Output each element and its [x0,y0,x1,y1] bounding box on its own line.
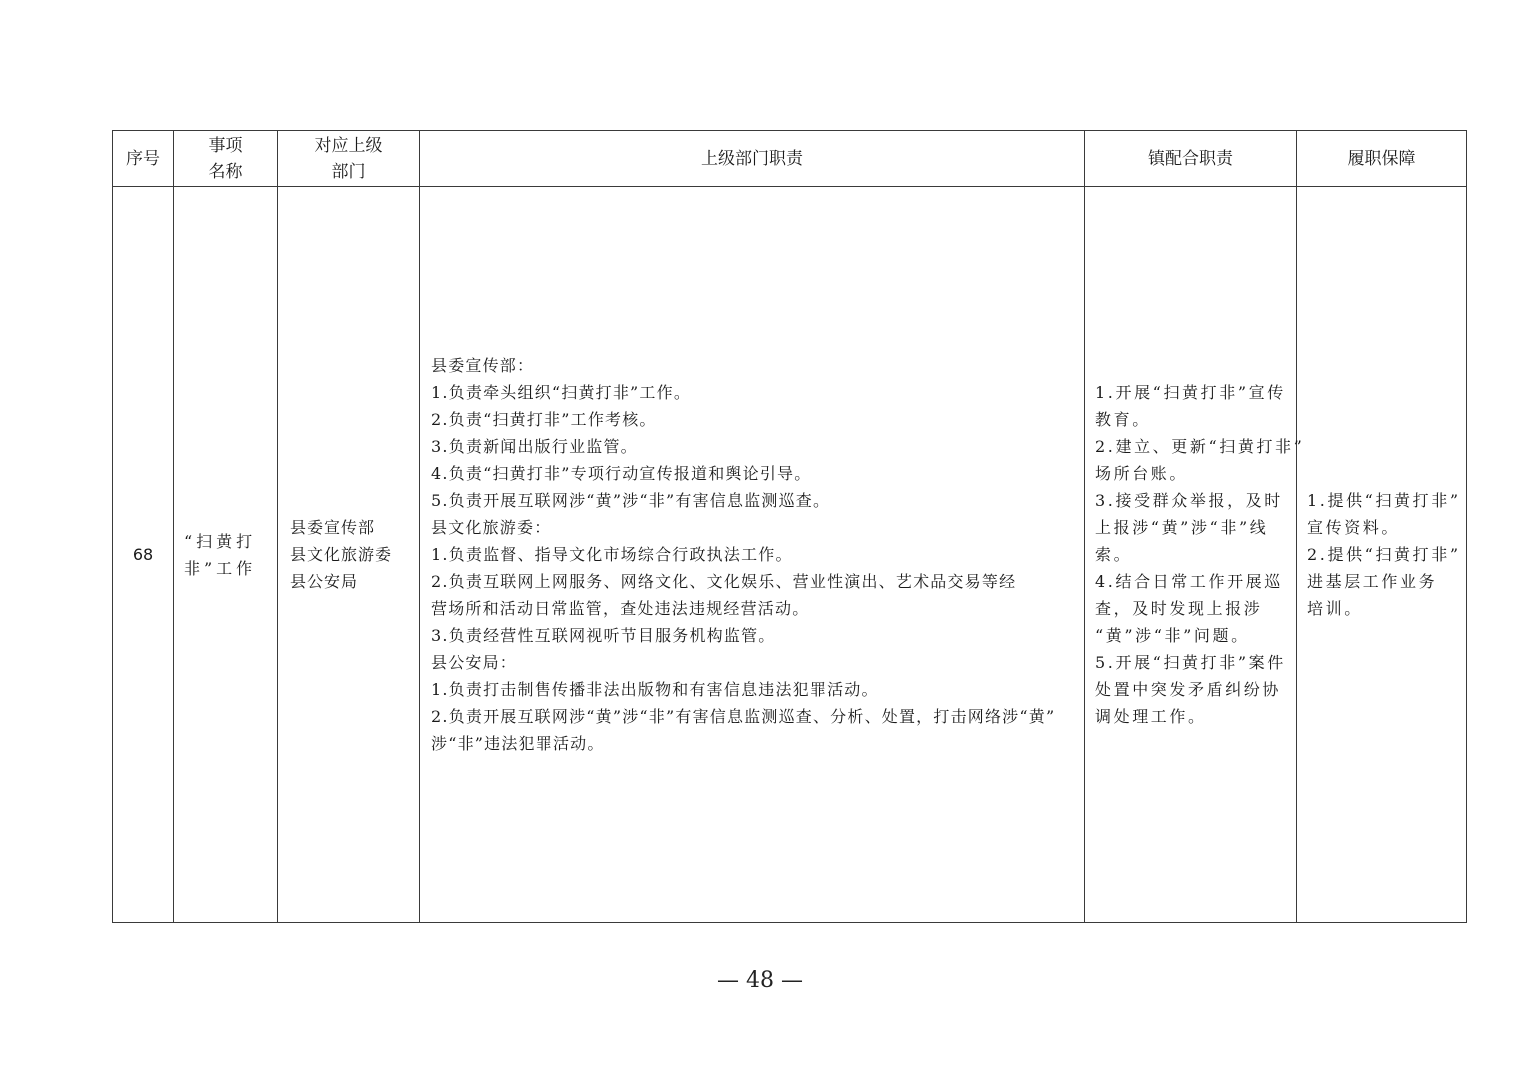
guarantee-line: 1.提供“扫黄打非” [1307,491,1461,510]
town-duty-line: 1.开展“扫黄打非”宣传 [1095,383,1286,402]
town-duty-line: 处置中突发矛盾纠纷协 [1095,680,1282,699]
guarantee-line: 培训。 [1307,599,1363,618]
header-superior-duties: 上级部门职责 [420,131,1085,187]
superior-duty-line: 4.负责“扫黄打非”专项行动宣传报道和舆论引导。 [431,464,812,483]
superior-duty-line: 2.负责“扫黄打非”工作考核。 [431,410,657,429]
superior-duty-line: 2.负责互联网上网服务、网络文化、文化娱乐、营业性演出、艺术品交易等经 [431,572,1017,591]
row-item-name [174,187,278,923]
town-duty-line: 调处理工作。 [1095,707,1207,726]
header-department [278,131,420,187]
town-duty-line: 上报涉“黄”涉“非”线 [1095,518,1269,537]
superior-duty-line: 1.负责监督、指导文化市场综合行政执法工作。 [431,545,793,564]
department-item: 县公安局 [290,572,359,591]
row-superior-duties [420,187,1085,923]
row-departments [278,187,420,923]
superior-duty-line: 1.负责牵头组织“扫黄打非”工作。 [431,383,692,402]
item-name-line2: 非”工作 [184,558,257,578]
header-row [113,131,1467,187]
header-item-name-line2: 名称 [208,161,243,182]
town-duty-line: “黄”涉“非”问题。 [1095,626,1250,645]
guarantee-line: 2.提供“扫黄打非” [1307,545,1461,564]
header-item-name [174,131,278,187]
superior-duty-line: 涉“非”违法犯罪活动。 [431,734,605,753]
header-department-line2: 部门 [331,161,366,182]
town-duty-line: 教育。 [1095,410,1151,429]
department-item: 县委宣传部 [290,518,376,537]
town-duty-line: 3.接受群众举报，及时 [1095,491,1283,510]
superior-duty-line: 3.负责新闻出版行业监管。 [431,437,638,456]
header-seq: 序号 [113,131,174,187]
row-guarantee [1297,187,1467,923]
header-guarantee: 履职保障 [1297,131,1467,187]
superior-duty-line: 5.负责开展互联网涉“黄”涉“非”有害信息监测巡查。 [431,491,831,510]
town-duty-line: 查，及时发现上报涉 [1095,599,1263,618]
superior-duty-line: 1.负责打击制售传播非法出版物和有害信息违法犯罪活动。 [431,680,879,699]
row-town-duties [1085,187,1305,923]
superior-duty-line: 营场所和活动日常监管，查处违法违规经营活动。 [431,599,810,618]
superior-duty-line: 县文化旅游委： [431,518,552,537]
town-duty-line: 场所台账。 [1095,464,1189,483]
superior-duty-line: 县公安局： [431,653,518,672]
row-seq: 68 [113,187,174,923]
town-duty-line: 2.建立、更新“扫黄打非” [1095,437,1305,456]
page-number: — 48 — [717,968,803,993]
header-department-line1: 对应上级 [314,135,383,156]
item-name-line1: “扫黄打 [184,531,257,551]
header-item-name-line1: 事项 [208,135,243,156]
town-duty-line: 5.开展“扫黄打非”案件 [1095,653,1286,672]
superior-duty-line: 县委宣传部： [431,356,535,375]
guarantee-line: 宣传资料。 [1307,518,1401,537]
town-duty-line: 索。 [1095,545,1133,564]
header-town-duties: 镇配合职责 [1085,131,1297,187]
town-duty-line: 4.结合日常工作开展巡 [1095,572,1283,591]
guarantee-line: 进基层工作业务 [1307,572,1438,591]
superior-duty-line: 2.负责开展互联网涉“黄”涉“非”有害信息监测巡查、分析、处置，打击网络涉“黄” [431,707,1056,726]
superior-duty-line: 3.负责经营性互联网视听节目服务机构监管。 [431,626,776,645]
table-row [113,187,1467,923]
department-item: 县文化旅游委 [290,545,393,564]
duty-table [112,130,1467,923]
